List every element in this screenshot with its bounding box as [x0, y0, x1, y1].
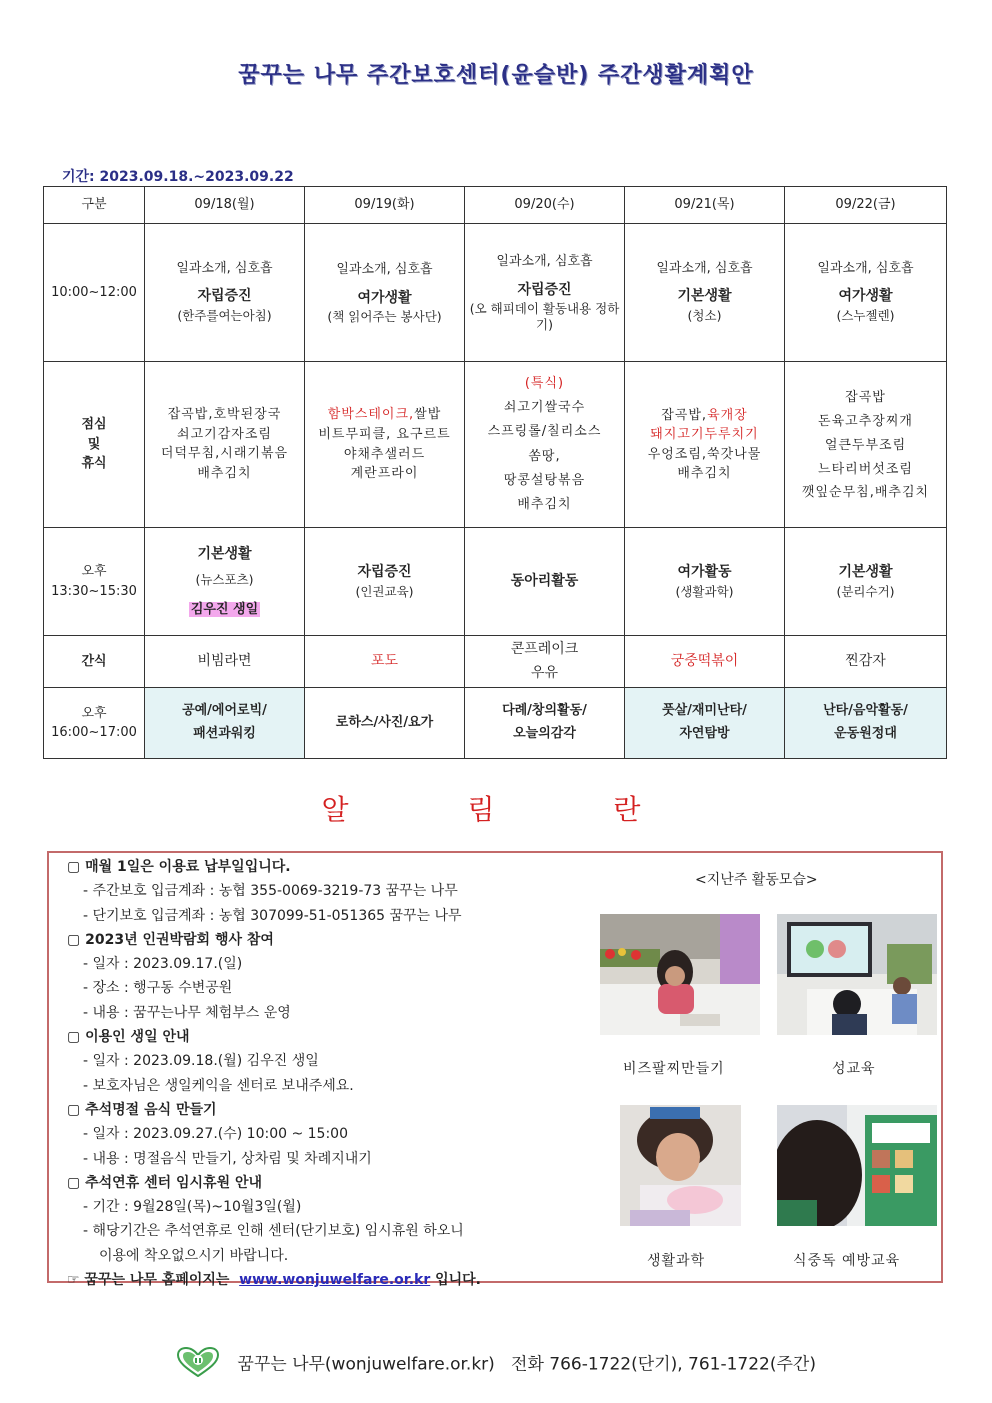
afternoon-row: [44, 528, 947, 636]
special-menu: 돼지고기두루치기: [650, 427, 759, 442]
lunch-fri: [785, 362, 947, 528]
menu-text: 잡곡밥,: [661, 407, 708, 423]
photo-food-poisoning: [777, 1105, 937, 1226]
header-mon: 09/18(월): [145, 187, 305, 224]
lunch-wed: [465, 362, 625, 528]
notice-detail-item: - 일자 : 2023.09.27.(수) 10:00 ~ 15:00: [83, 1126, 348, 1143]
menu-item: [309, 405, 460, 425]
homepage-prefix: ☞ 꿈꾸는 나무 홈페이지는: [67, 1272, 230, 1289]
menu-item: 쏨땅,: [528, 448, 561, 464]
notice-detail-item: - 주간보호 입금계좌 : 농협 355-0069-3219-73 꿈꾸는 나무: [83, 883, 458, 900]
notice-detail-item: - 일자 : 2023.09.17.(일): [83, 956, 243, 973]
lunch-label-2: 및: [87, 436, 101, 452]
lunch-tue: [305, 362, 465, 528]
caption-bead-bracelet: 비즈팔찌만들기: [623, 1061, 725, 1077]
menu-item: 배추김치: [677, 466, 732, 481]
header-category: 구분: [44, 187, 145, 224]
notice-detail-item: - 일자 : 2023.09.18.(월) 김우진 생일: [83, 1053, 319, 1070]
snack-tue: 포도: [305, 636, 465, 688]
program-title: 기본생활: [677, 288, 732, 305]
late-time: [44, 688, 145, 759]
afternoon-fri: [785, 528, 947, 636]
photo-sex-education: [777, 914, 937, 1035]
program-detail: (책 읽어주는 봉사단): [327, 308, 442, 324]
afternoon-hours: 13:30~15:30: [51, 583, 137, 599]
late-row: [44, 688, 947, 759]
program-detail: (뉴스포츠): [195, 571, 254, 587]
program-title: 동아리활동: [510, 573, 579, 589]
activity-line: 로하스/사진/요가: [335, 715, 434, 731]
notice-detail-item: - 보호자님은 생일케익을 센터로 보내주세요.: [83, 1077, 354, 1094]
program-detail: (분리수거): [836, 583, 895, 599]
program-title: 자립증진: [197, 288, 252, 305]
program-title: 기본생활: [838, 563, 893, 580]
snack-thu: 궁중떡볶이: [625, 636, 785, 688]
snack-wed: [465, 636, 625, 688]
program-detail: (인권교육): [355, 583, 414, 599]
notice-heading-item: ▢ 추석명절 음식 만들기: [67, 1101, 217, 1118]
photo-bead-bracelet: [600, 914, 760, 1035]
program-detail: (오 해피데이 활동내용 정하기): [469, 300, 620, 332]
afternoon-wed: [465, 528, 625, 636]
program-detail: (청소): [687, 308, 722, 324]
caption-sex-education: 성교육: [832, 1061, 876, 1077]
menu-item: 비트무피클, 요구르트: [318, 426, 451, 442]
intro-text: 일과소개, 심호흡: [656, 260, 753, 276]
snack-mon: 비빔라면: [145, 636, 305, 688]
activity-line: 운동원정대: [834, 726, 897, 741]
notice-detail-item: - 단기보호 입금계좌 : 농협 307099-51-051365 꿈꾸는 나무: [83, 907, 462, 924]
menu-item: 잡곡밥,호박된장국: [167, 407, 282, 423]
menu-item: [629, 406, 780, 426]
notice-heading-item: ▢ 매월 1일은 이용료 납부일입니다.: [67, 859, 291, 875]
menu-item: 계란프라이: [350, 466, 419, 482]
program-title: 자립증진: [357, 563, 412, 580]
activity-line: 공예/에어로빅/: [182, 703, 267, 719]
activity-line: 패션과워킹: [193, 726, 256, 741]
header-thu: 09/21(목): [625, 187, 785, 224]
lunch-label-3: 휴식: [81, 456, 107, 472]
morning-tue: [305, 224, 465, 362]
menu-item: 쇠고기감자조림: [177, 426, 272, 442]
footer-phone: 전화 766-1722(단기), 761-1722(주간): [511, 1354, 816, 1375]
program-detail: (스누젤렌): [836, 308, 895, 324]
intro-text: 일과소개, 심호흡: [176, 260, 273, 276]
homepage-link[interactable]: www.wonjuwelfare.or.kr: [239, 1272, 431, 1289]
menu-item: 스프링롤/칠리소스: [487, 424, 602, 440]
activity-line: 자연탐방: [679, 726, 730, 741]
afternoon-time: [44, 528, 145, 636]
menu-item: 느타리버섯조림: [818, 462, 913, 478]
menu-item: 더덕무침,시래기볶음: [160, 446, 289, 462]
notice-heading-item: ▢ 이용인 생일 안내: [67, 1029, 190, 1046]
weekly-plan-table: [43, 186, 947, 759]
program-title: 여가생활: [357, 289, 412, 306]
lunch-mon: [145, 362, 305, 528]
notice-list: [67, 855, 607, 1292]
late-thu: [625, 688, 785, 759]
snack-fri: 찐감자: [785, 636, 947, 688]
notice-detail-item: - 내용 : 꿈꾸는나무 체험부스 운영: [83, 1004, 291, 1021]
header-tue: 09/19(화): [305, 187, 465, 224]
lunch-label-1: 점심: [81, 417, 107, 433]
notice-detail-item: - 기간 : 9월28일(목)~10월3일(월): [83, 1199, 302, 1216]
morning-mon: [145, 224, 305, 362]
intro-text: 일과소개, 심호흡: [817, 260, 914, 276]
intro-text: 일과소개, 심호흡: [336, 262, 433, 278]
menu-item: 야채추샐러드: [343, 446, 426, 462]
header-row: [44, 187, 947, 224]
menu-item: 땅콩설탕볶음: [503, 472, 586, 488]
snack-label: 간식: [44, 636, 145, 688]
morning-time: 10:00~12:00: [44, 224, 145, 362]
late-hours: 16:00~17:00: [51, 725, 137, 740]
program-detail: (생활과학): [675, 583, 734, 599]
snack-item: 콘프레이크: [510, 641, 579, 658]
caption-food-poisoning: 식중독 예방교육: [793, 1253, 901, 1269]
gallery-title: <지난주 활동모습>: [695, 872, 818, 888]
activity-line: 오늘의감각: [513, 726, 576, 741]
activity-line: 다례/창의활동/: [502, 703, 587, 719]
footer-org: 꿈꾸는 나무(wonjuwelfare.or.kr): [237, 1354, 495, 1375]
special-menu: 함박스테이크,: [327, 407, 415, 423]
late-tue: [305, 688, 465, 759]
special-menu: (특식): [524, 376, 565, 392]
afternoon-thu: [625, 528, 785, 636]
snack-item: 우유: [530, 664, 559, 681]
menu-item: 돈육고추장찌개: [818, 414, 913, 430]
notice-detail-item: - 해당기간은 추석연휴로 인해 센터(단기보호) 임시휴원 하오니: [83, 1223, 464, 1240]
notice-board: [47, 851, 943, 1289]
caption-life-science: 생활과학: [647, 1253, 706, 1269]
lunch-thu: [625, 362, 785, 528]
menu-item: 배추김치: [517, 496, 572, 512]
program-title: 여가활동: [677, 563, 732, 580]
notice-detail-item: - 내용 : 명절음식 만들기, 상차림 및 차례지내기: [83, 1150, 372, 1167]
lunch-row: [44, 362, 947, 528]
morning-row: [44, 224, 947, 362]
notice-heading-item: ▢ 추석연휴 센터 임시휴원 안내: [67, 1174, 263, 1191]
morning-thu: [625, 224, 785, 362]
header-fri: 09/22(금): [785, 187, 947, 224]
afternoon-label: 오후: [81, 564, 107, 579]
late-fri: [785, 688, 947, 759]
menu-item: 배추김치: [197, 466, 252, 482]
activity-line: 풋살/재미난타/: [662, 703, 747, 719]
morning-fri: [785, 224, 947, 362]
notice-detail-item: - 장소 : 행구동 수변공원: [83, 980, 233, 997]
late-mon: [145, 688, 305, 759]
period-label: 기간: 2023.09.18.~2023.09.22: [62, 169, 294, 185]
menu-item: 우엉조림,쑥갓나물: [647, 446, 762, 462]
activity-line: 난타/음악활동/: [823, 703, 908, 719]
late-label: 오후: [81, 705, 107, 721]
afternoon-tue: [305, 528, 465, 636]
program-title: 기본생활: [197, 545, 252, 562]
footer: [0, 1347, 992, 1382]
afternoon-mon: [145, 528, 305, 636]
intro-text: 일과소개, 심호흡: [496, 254, 593, 269]
heart-logo-icon: [176, 1347, 220, 1382]
morning-wed: [465, 224, 625, 362]
notice-heading-item: ▢ 2023년 인권박람회 행사 참여: [67, 931, 274, 948]
birthday-badge: 김우진 생일: [190, 601, 259, 617]
program-title: 자립증진: [517, 281, 572, 298]
page-title: 꿈꾸는 나무 주간보호센터(윤슬반) 주간생활계획안: [238, 63, 754, 88]
header-wed: 09/20(수): [465, 187, 625, 224]
lunch-label: [44, 362, 145, 528]
photo-life-science: [620, 1105, 741, 1226]
menu-text: 쌀밥: [414, 407, 442, 423]
menu-item: 얼큰두부조림: [824, 438, 907, 454]
snack-row: [44, 636, 947, 688]
special-menu: 육개장: [707, 407, 748, 423]
program-detail: (한주를여는아침): [177, 308, 272, 324]
late-wed: [465, 688, 625, 759]
menu-item: 깻잎순무침,배추김치: [801, 484, 930, 500]
menu-item: 쇠고기쌀국수: [503, 400, 586, 416]
notice-heading: 알 림 란: [321, 793, 671, 826]
notice-detail-item: 이용에 착오없으시기 바랍니다.: [99, 1247, 289, 1264]
program-title: 여가생활: [838, 288, 893, 305]
homepage-suffix: 입니다.: [435, 1272, 481, 1289]
menu-item: 잡곡밥: [845, 390, 886, 406]
homepage-line: [67, 1268, 607, 1292]
